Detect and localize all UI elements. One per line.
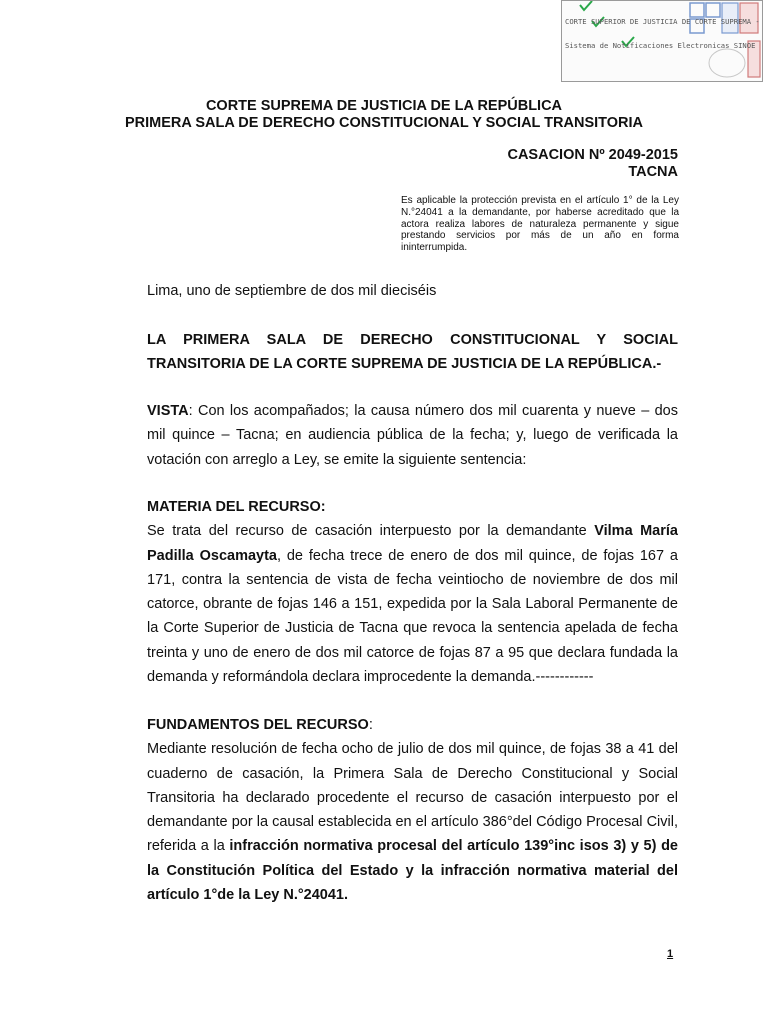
infraction-clause: infracción normativa procesal del artículo 139°inc isos 3) y 5) de la Constitución Política del Estado y la infracción normativa material del artículo 1°de la Ley N.°24041. <box>147 838 678 904</box>
case-summary: Es aplicable la protección prevista en el artículo 1° de la Ley N.°24041 a la demandante, por haberse acreditado que la actora realiza labores de naturaleza permanente y sigue prestando servicios por más de un año en forma ininterrumpida. <box>401 195 679 254</box>
district: TACNA <box>628 164 678 180</box>
fundamentos-heading: FUNDAMENTOS DEL RECURSO: <box>147 717 373 733</box>
chamber-intro-line1: LA PRIMERA SALA DE DERECHO CONSTITUCIONAL Y SOCIAL <box>147 332 678 348</box>
vista-label: VISTA <box>147 403 189 419</box>
chamber-intro-line2: TRANSITORIA DE LA CORTE SUPREMA DE JUSTICIA DE LA REPÚBLICA.- <box>147 356 662 373</box>
petitioner-name: Vilma María Padilla Oscamayta <box>147 523 678 564</box>
case-number: CASACION Nº 2049-2015 <box>507 147 678 163</box>
fundamentos-section <box>147 713 678 907</box>
page-number: 1 <box>667 948 674 960</box>
chamber-name: PRIMERA SALA DE DERECHO CONSTITUCIONAL Y SOCIAL TRANSITORIA <box>124 115 643 131</box>
date-line: Lima, uno de septiembre de dos mil dieciséis <box>147 283 437 299</box>
signature-details <box>565 2 761 82</box>
digital-signature-stamp <box>561 0 763 82</box>
chamber-intro <box>147 328 678 377</box>
materia-text: Se trata del recurso de casación interpuesto por la demandante Vilma María Padilla Oscamayta, de fecha trece de enero de dos mil quince, de fojas 167 a 171, contra la sentencia de vista de fecha veintiocho de noviembre de dos mil catorce, obrante de fojas 146 a 151, expedida por la Sala Laboral Permanente de la Corte Superior de Justicia de Tacna que revoca la sentencia apelada de fecha treinta y uno de enero de dos mil catorce de fojas 87 a 95 que declara fundada la demanda y reformándola declara improcedente la demanda.------------ <box>147 523 678 686</box>
vista-paragraph <box>147 399 678 472</box>
stamp-line: CORTE SUPERIOR DE JUSTICIA DE CORTE SUPREMA - <box>565 17 760 26</box>
stamp-line: Sistema de Notificaciones Electronicas SINOE <box>565 41 756 50</box>
materia-heading: MATERIA DEL RECURSO: <box>147 499 326 515</box>
fundamentos-text: Mediante resolución de fecha ocho de julio de dos mil quince, de fojas 38 a 41 del cuaderno de casación, la Primera Sala de Derecho Constitucional y Social Transitoria ha declarado procedente el recurso de casación interpuesto por el demandante por la causal establecida en el artículo 386°del Código Procesal Civil, referida a la infracción normativa procesal del artículo 139°inc isos 3) y 5) de la Constitución Política del Estado y la infracción normativa material del artículo 1°de la Ley N.°24041. <box>147 741 678 904</box>
materia-section <box>147 495 678 689</box>
vista-text: : Con los acompañados; la causa número dos mil cuarenta y nueve – dos mil quince – Tacna; en audiencia pública de la fecha; y, luego de verificada la votación con arreglo a Ley, se emite la siguiente sentencia: <box>147 403 678 468</box>
court-name: CORTE SUPREMA DE JUSTICIA DE LA REPÚBLICA <box>205 98 563 114</box>
